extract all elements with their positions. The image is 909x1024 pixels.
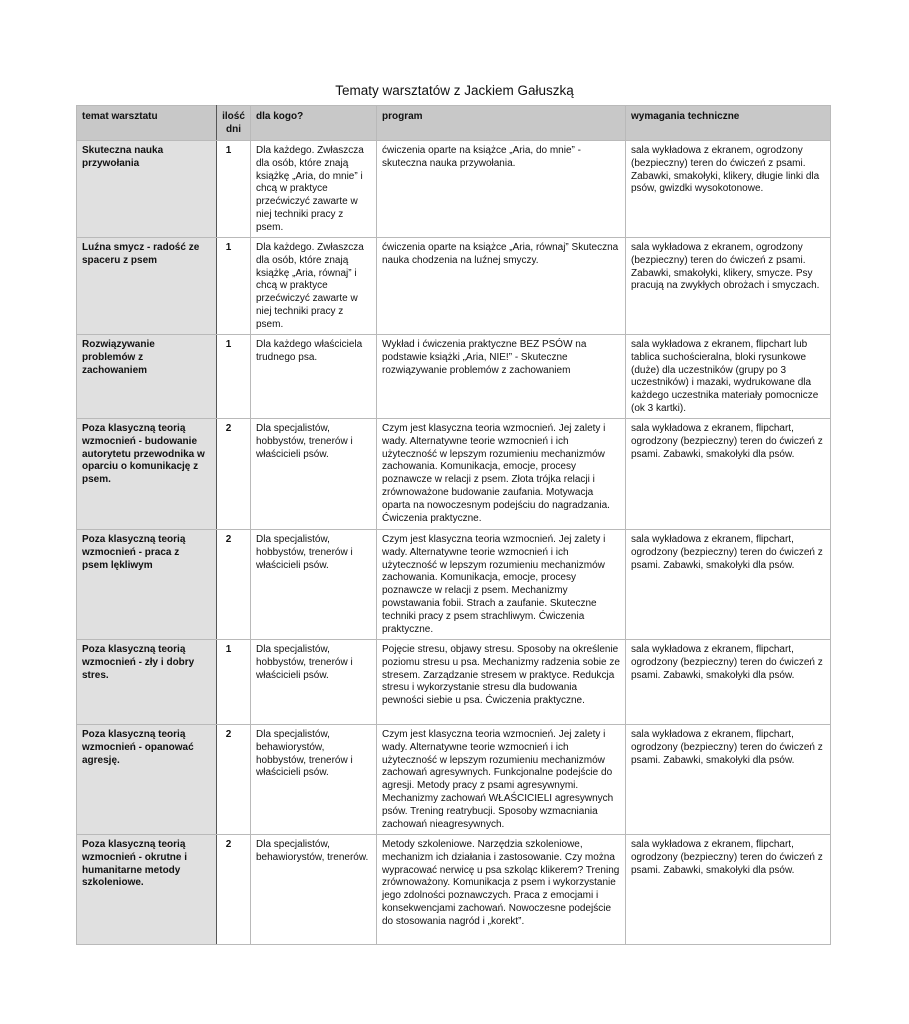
row-requirements: sala wykładowa z ekranem, ogrodzony (bezpieczny) teren do ćwiczeń z psami. Zabawki, smakołyki, klikery, smycze. Psy pracują na zwykłych obrożach i smyczach. (626, 238, 831, 335)
row-requirements: sala wykładowa z ekranem, flipchart, ogrodzony (bezpieczny) teren do ćwiczeń z psami. Zabawki, smakołyki dla psów. (626, 530, 831, 640)
row-audience: Dla specjalistów, behawiorystów, trenerów. (251, 835, 377, 945)
row-program: Pojęcie stresu, objawy stresu. Sposoby na określenie poziomu stresu u psa. Mechanizmy radzenia sobie ze stresem. Zarządzanie stresem w praktyce. Redukcja stresu i wykorzystanie stresu dla budowania pewności siebie u psa. Ćwiczenia praktyczne. (377, 640, 626, 725)
header-requirements: wymagania techniczne (626, 106, 831, 141)
row-requirements: sala wykładowa z ekranem, flipchart, ogrodzony (bezpieczny) teren do ćwiczeń z psami. Zabawki, smakołyki dla psów. (626, 640, 831, 725)
document-title: Tematy warsztatów z Jackiem Gałuszką (335, 83, 574, 98)
row-program: Czym jest klasyczna teoria wzmocnień. Jej zalety i wady. Alternatywne teorie wzmocnień i ich użyteczność w lepszym rozumieniu mechanizmów zachowania. Komunikacja, emocje, procesy poznawcze w relacji z psem. Mechanizmy powstawania fobii. Strach a zaufanie. Skuteczne techniki pracy z psem strachliwym. Ćwiczenia praktyczne. (377, 530, 626, 640)
header-program: program (377, 106, 626, 141)
header-audience: dla kogo? (251, 106, 377, 141)
row-audience: Dla specjalistów, behawiorystów, hobbystów, trenerów i właścicieli psów. (251, 725, 377, 835)
row-topic: Poza klasyczną teorią wzmocnień - zły i dobry stres. (77, 640, 217, 725)
row-audience: Dla specjalistów, hobbystów, trenerów i właścicieli psów. (251, 640, 377, 725)
row-requirements: sala wykładowa z ekranem, ogrodzony (bezpieczny) teren do ćwiczeń z psami. Zabawki, smakołyki, klikery, długie linki dla psów, gwizdki wysokotonowe. (626, 141, 831, 238)
row-topic: Poza klasyczną teorią wzmocnień - praca z psem lękliwym (77, 530, 217, 640)
row-topic: Poza klasyczną teorią wzmocnień - budowanie autorytetu przewodnika w oparciu o komunikację z psem. (77, 419, 217, 530)
table-row (77, 335, 831, 419)
row-topic: Luźna smycz - radość ze spaceru z psem (77, 238, 217, 335)
workshops-table (76, 105, 831, 945)
row-days: 1 (217, 640, 251, 725)
row-audience: Dla każdego. Zwłaszcza dla osób, które znają książkę „Aria, do mnie” i chcą w praktyce przećwiczyć zawarte w niej techniki pracy z psem. (251, 141, 377, 238)
row-audience: Dla każdego właściciela trudnego psa. (251, 335, 377, 419)
row-topic: Rozwiązywanie problemów z zachowaniem (77, 335, 217, 419)
row-audience: Dla każdego. Zwłaszcza dla osób, które znają książkę „Aria, równaj” i chcą w praktyce przećwiczyć zawarte w niej techniki pracy z psem. (251, 238, 377, 335)
table-row (77, 141, 831, 238)
row-requirements: sala wykładowa z ekranem, flipchart, ogrodzony (bezpieczny) teren do ćwiczeń z psami. Zabawki, smakołyki dla psów. (626, 419, 831, 530)
row-days: 1 (217, 335, 251, 419)
row-days: 2 (217, 725, 251, 835)
row-requirements: sala wykładowa z ekranem, flipchart, ogrodzony (bezpieczny) teren do ćwiczeń z psami. Zabawki, smakołyki dla psów. (626, 835, 831, 945)
header-days: ilość dni (217, 106, 251, 141)
row-days: 1 (217, 238, 251, 335)
row-program: Czym jest klasyczna teoria wzmocnień. Jej zalety i wady. Alternatywne teorie wzmocnień i ich użyteczność w lepszym rozumieniu mechanizmów zachowania. Komunikacja, emocje, procesy poznawcze w relacji z psem. Złota trójka relacji i zrównoważone budowanie zaufania. Motywacja oparta na nowoczesnym podejściu do nagradzania. Ćwiczenia praktyczne. (377, 419, 626, 530)
row-topic: Poza klasyczną teorią wzmocnień - okrutne i humanitarne metody szkoleniowe. (77, 835, 217, 945)
row-days: 2 (217, 530, 251, 640)
row-days: 2 (217, 835, 251, 945)
row-program: Wykład i ćwiczenia praktyczne BEZ PSÓW na podstawie książki „Aria, NIE!” - Skuteczne rozwiązywanie problemów z zachowaniem (377, 335, 626, 419)
row-requirements: sala wykładowa z ekranem, flipchart lub tablica suchościeralna, bloki rysunkowe (duże) dla uczestników (grupy po 3 uczestników) i mazaki, wydrukowane dla każdego uczestnika materiały pomocnicze (ok 3 kartki). (626, 335, 831, 419)
table-row (77, 238, 831, 335)
table-row (77, 640, 831, 725)
row-program: Czym jest klasyczna teoria wzmocnień. Jej zalety i wady. Alternatywne teorie wzmocnień i ich użyteczność w lepszym rozumieniu mechanizmów zachowań agresywnych. Funkcjonalne podejście do agresji. Metody pracy z psami agresywnymi. Mechanizmy zachowań WŁAŚCICIELI agresywnych psów. Trening reatrybucji. Sposoby wzmacniania zachowań nieagresywnych. (377, 725, 626, 835)
table-row (77, 419, 831, 530)
row-days: 1 (217, 141, 251, 238)
row-program: ćwiczenia oparte na książce „Aria, do mnie” - skuteczna nauka przywołania. (377, 141, 626, 238)
table-row (77, 725, 831, 835)
row-topic: Skuteczna nauka przywołania (77, 141, 217, 238)
row-requirements: sala wykładowa z ekranem, flipchart, ogrodzony (bezpieczny) teren do ćwiczeń z psami. Zabawki, smakołyki dla psów. (626, 725, 831, 835)
row-program: Metody szkoleniowe. Narzędzia szkoleniowe, mechanizm ich działania i zastosowanie. Czy można wypracować nerwicę u psa szkoląc klikerem? Trening zrównoważony. Komunikacja z psem i wykorzystanie jego zdolności poznawczych. Praca z emocjami i konsekwencjami zachowań. Nowoczesne podejście do stosowania nagród i „korekt”. (377, 835, 626, 945)
table-header-row (77, 106, 831, 141)
table-row (77, 530, 831, 640)
table-row (77, 835, 831, 945)
header-topic: temat warsztatu (77, 106, 217, 141)
row-audience: Dla specjalistów, hobbystów, trenerów i właścicieli psów. (251, 530, 377, 640)
row-days: 2 (217, 419, 251, 530)
row-audience: Dla specjalistów, hobbystów, trenerów i właścicieli psów. (251, 419, 377, 530)
row-topic: Poza klasyczną teorią wzmocnień - opanować agresję. (77, 725, 217, 835)
row-program: ćwiczenia oparte na książce „Aria, równaj” Skuteczna nauka chodzenia na luźnej smyczy. (377, 238, 626, 335)
